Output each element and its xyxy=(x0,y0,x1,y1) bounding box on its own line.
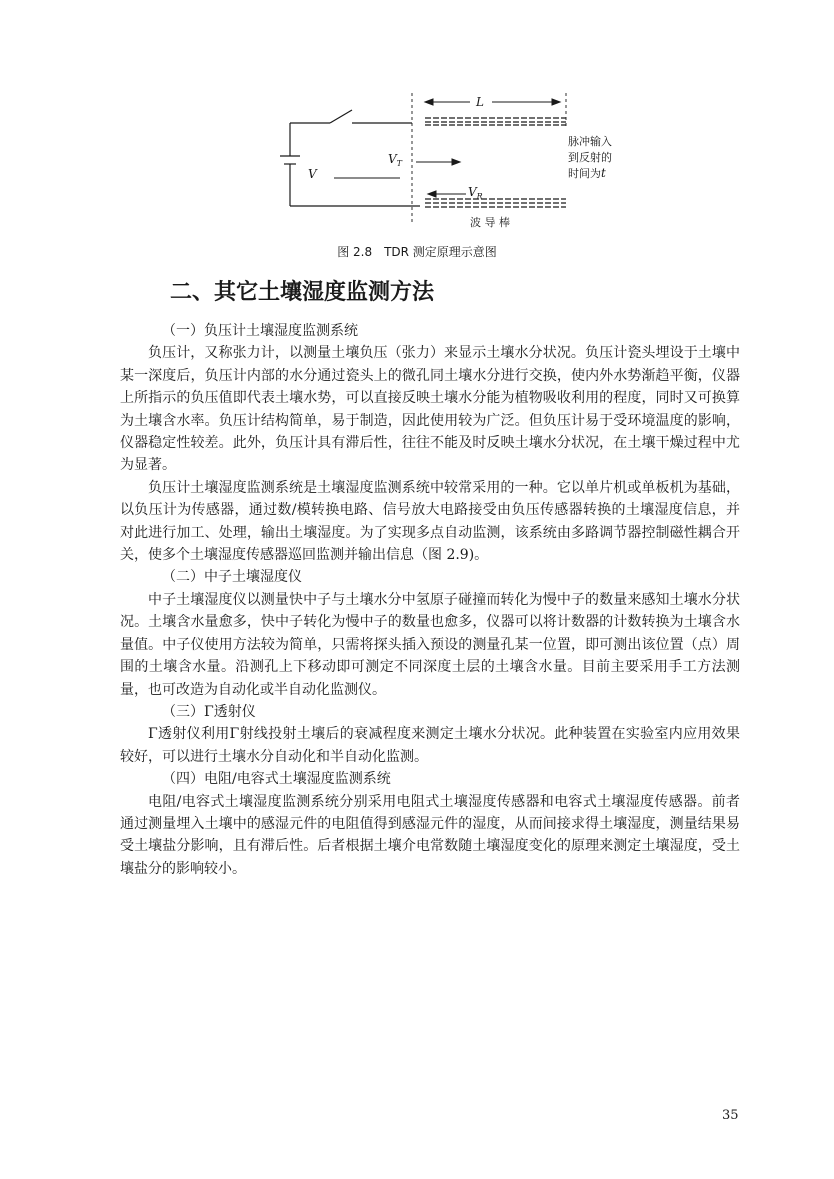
l-arrow-left-head xyxy=(425,99,433,105)
subheading: （一）负压计土壤湿度监测系统 xyxy=(162,323,358,339)
vt-arrow-head xyxy=(452,159,460,165)
subheading: （三）Γ透射仪 xyxy=(162,703,256,720)
label-l: L xyxy=(476,95,484,109)
label-v: V xyxy=(308,167,317,181)
vr-arrow-head xyxy=(428,191,436,197)
paragraph: 负压计土壤湿度监测系统是土壤湿度监测系统中较常采用的一种。它以单片机或单板机为基础，以负压计为传感器，通过数/模转换电路、信号放大电路接受由负压传感器转换的土壤湿度信息，并对此进行加工、处理，输出土壤湿度。为了实现多点自动监测，该系统由多路调节器控制磁性耦合开关，使多个土壤湿度传感器巡回监测并输出信息（图 2.9)。 xyxy=(120,479,740,564)
switch-icon xyxy=(330,110,352,123)
paragraph: Γ透射仪利用Γ射线投射土壤后的衰减程度来测定土壤水分状况。此种装置在实验室内应用效果较好，可以进行土壤水分自动化和半自动化监测。 xyxy=(120,726,740,765)
label-vr: $V_R$ xyxy=(468,185,483,201)
tdr-circuit-svg xyxy=(270,88,630,238)
section-title: 二、其它土壤湿度监测方法 xyxy=(170,280,435,305)
paragraph: 负压计，又称张力计，以测量土壤负压（张力）来显示土壤水分状况。负压计瓷头埋设于土壤中某一深度后，负压计内部的水分通过瓷头上的微孔同土壤水分进行交换，使内外水势渐趋平衡，仪器上所指示的负压值即代表土壤水势，可以直接反映土壤水分能为植物吸收利用的程度，同时又可换算为土壤含水率。负压计结构简单，易于制造，因此使用较为广泛。但负压计易于受环境温度的影响，仪器稳定性较差。此外，负压计具有滞后性，往往不能及时反映土壤水分状况，在土壤干燥过程中尤为显著。 xyxy=(120,345,740,474)
subheading: （二）中子土壤湿度仪 xyxy=(162,569,302,586)
paragraph: 电阻/电容式土壤湿度监测系统分别采用电阻式土壤湿度传感器和电容式土壤湿度传感器。前者通过测量埋入土壤中的感湿元件的电阻值得到感湿元件的湿度，从而间接求得土壤湿度，测量结果易受土壤盐分影响，且有滞后性。后者根据土壤介电常数随土壤湿度变化的原理来测定土壤湿度，受土壤盐分的影响较小。 xyxy=(120,793,740,877)
waveguide-label: 波 导 棒 xyxy=(470,216,510,229)
body-text xyxy=(120,320,740,880)
figure-caption: 图 2.8 TDR 测定原理示意图 xyxy=(337,245,497,259)
side-note-line-1: 脉冲输入 xyxy=(568,135,612,148)
side-note-line-3: 时间为t xyxy=(568,166,606,180)
paragraph: 中子土壤湿度仪以测量快中子与土壤水分中氢原子碰撞而转化为慢中子的数量来感知土壤水分状况。土壤含水量愈多，快中子转化为慢中子的数量也愈多，仪器可以将计数器的计数转换为土壤含水量值。中子仪使用方法较为简单，只需将探头插入预设的测量孔某一位置，即可测出该位置（点）周围的土壤含水量。沿测孔上下移动即可测定不同深度土层的土壤含水量。目前主要采用手工方法测量，也可改造为自动化或半自动化监测仪。 xyxy=(120,591,740,698)
page-number: 35 xyxy=(722,1108,739,1123)
tdr-diagram xyxy=(270,88,630,238)
side-note-line-2: 到反射的 xyxy=(568,151,612,164)
l-arrow-right-head xyxy=(552,99,560,105)
subheading: （四）电阻/电容式土壤湿度监测系统 xyxy=(162,771,391,788)
label-vt: $V_T$ xyxy=(388,152,403,168)
